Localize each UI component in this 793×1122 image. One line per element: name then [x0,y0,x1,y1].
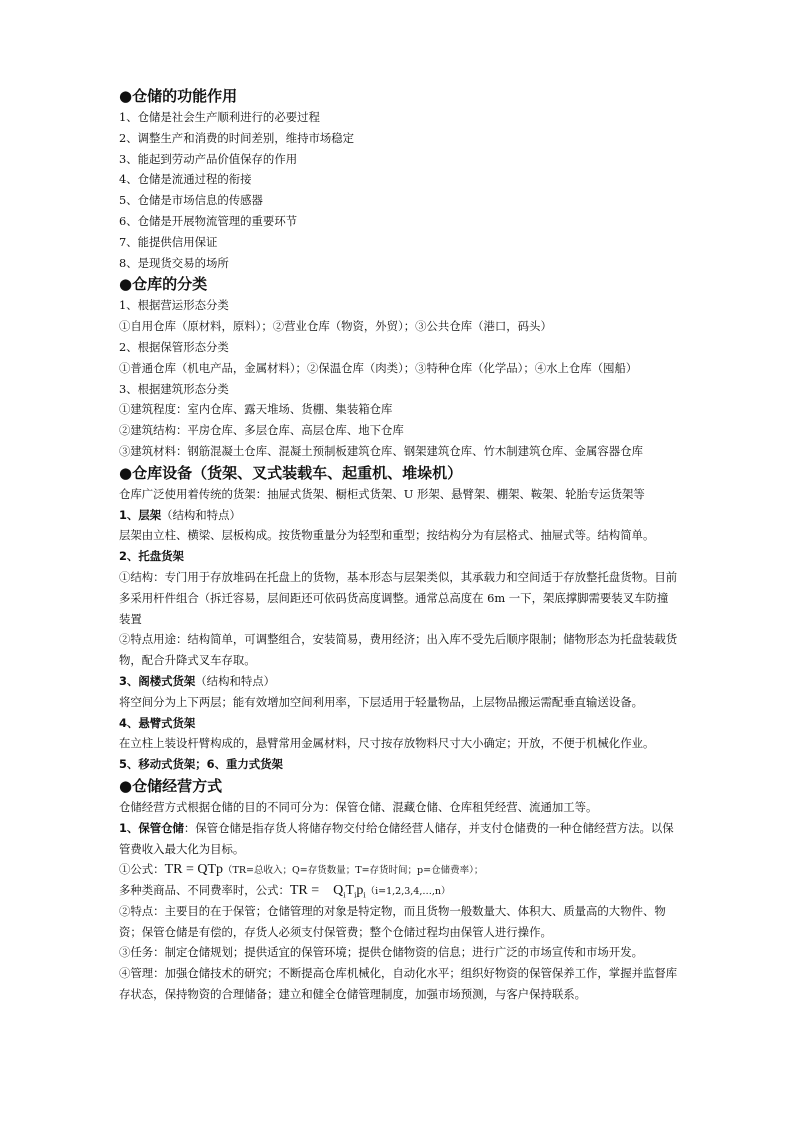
formula-line [119,880,679,901]
text-line: ①普通仓库（机电产品，金属材料）；②保温仓库（肉类）；③特种仓库（化学品）；④水上仓库（囤船） [119,360,638,375]
list-item: 1、仓储是社会生产顺利进行的必要过程 [119,110,320,124]
document-page [119,85,679,1005]
formula-subscript: i [363,891,366,900]
paragraph: 在立柱上装设杆臂构成的，悬臂常用金属材料，尺寸按存放物料尺寸大小确定；开放，不便于机械化作业。 [119,736,655,751]
subheading: 5、移动式货架；6、重力式货架 [119,757,283,772]
formula-lhs: TR = [289,883,320,899]
formula-label: 多种类商品、不同费率时，公式： [119,883,290,898]
formula-t: T [345,883,355,899]
list-item: 5、仓储是市场信息的传感器 [119,193,263,208]
subheading-text: 1、层架 [119,507,162,522]
section-title-storage-operations: ●仓储经营方式 [119,776,223,795]
text-line: 1、根据营运形态分类 [119,298,229,313]
text-line: ③建筑材料：钢筋混凝土仓库、混凝土预制板建筑仓库、钢架建筑仓库、竹木制建筑仓库、金属容器仓库 [119,443,643,458]
paragraph: 层架由立柱、横梁、层板构成。按货物重量分为轻型和重型；按结构分为有层格式、抽屉式等。结构简单。 [119,528,655,543]
formula-subscript: i [343,891,346,900]
text-line: ①自用仓库（原材料，原料）；②营业仓库（物资，外贸）；③公共仓库（港口，码头） [119,319,552,334]
formula-tr-qtp: TR = QTp [164,862,224,878]
subheading-text: 3、阁楼式货架 [119,673,196,688]
subheading [119,505,679,526]
list-item: 7、能提供信用保证 [119,234,218,249]
formula-q: Q [333,883,344,899]
text-line: ①建筑程度：室内仓库、露天堆场、货棚、集装箱仓库 [119,402,393,417]
formula-line [119,859,679,880]
subheading [119,671,679,692]
subheading-note: （结构和特点） [195,673,276,688]
text-line: ②建筑结构：平房仓库、多层仓库、高层仓库、地下仓库 [119,423,404,438]
list-item: 4、仓储是流通过程的衔接 [119,172,252,187]
subheading: 2、托盘货架 [119,549,184,564]
formula-note: （TR=总收入；Q=存货数量；T=存货时间；p=仓储费率）； [223,865,484,877]
subheading-note: （结构和特点） [161,507,241,522]
section-title-warehouse-equipment: ●仓库设备（货架、叉式装载车、起重机、堆垛机） [119,463,463,482]
paragraph [119,818,679,860]
formula-p: p [356,883,364,899]
list-item: 6、仓储是开展物流管理的重要环节 [119,213,298,228]
bold-term: 1、保管仓储 [119,820,184,835]
formula-subscript: i [354,891,357,900]
paragraph-text: ：保管仓储是指存货人将储存物交付给仓储经营人储存，并支付仓储费的一种仓储经营方法。以保管费收入最大化为目标。 [119,820,674,856]
list-item: 8、是现货交易的场所 [119,255,229,270]
formula-range: （i=1,2,3,4,…,n） [365,886,451,898]
subheading: 4、悬臂式货架 [119,715,196,730]
paragraph: 仓储经营方式根据仓储的目的不同可分为：保管仓储、混藏仓储、仓库租凭经营、流通加工等。 [119,799,598,814]
paragraph: ①结构：专门用于存放堆码在托盘上的货物，基本形态与层架类似，其承载力和空间适于存放整托盘货物。目前多采用杆件组合（拆迁容易，层间距还可依码货高度调整。通常总高度在 6m 一下，架底撑脚需要装叉车防撞装置 [119,569,678,626]
section-title-warehouse-classification: ●仓库的分类 [119,275,208,294]
text-line: 2、根据保管形态分类 [119,339,229,354]
paragraph: ②特点：主要目的在于保管；仓储管理的对象是特定物，而且货物一般数量大、体积大、质量高的大物件、物资；保管仓储是有偿的，存货人必须支付保管费；整个仓储过程均由保管人进行操作。 [119,903,666,939]
paragraph: ④管理：加强仓储技术的研究；不断提高仓库机械化，自动化水平；组织好物资的保管保养工作，掌握并监督库存状态，保持物资的合理储备；建立和健全仓储管理制度，加强市场预测，与客户保持联系。 [119,966,678,1002]
paragraph: 仓库广泛使用着传统的货架：抽屉式货架、橱柜式货架、U 形架、悬臂架、棚架、鞍架、轮胎专运货架等 [119,486,645,501]
list-item: 2、调整生产和消费的时间差别，维持市场稳定 [119,130,355,145]
formula-label: ①公式： [119,862,165,877]
paragraph: ③任务：制定仓储规划；提供适宜的保管环境；提供仓储物资的信息；进行广泛的市场宣传和市场开发。 [119,945,643,960]
paragraph: 将空间分为上下两层；能有效增加空间利用率，下层适用于轻量物品，上层物品搬运需配垂直输送设备。 [119,694,643,709]
text-line: 3、根据建筑形态分类 [119,381,229,396]
section-title-storage-functions: ●仓储的功能作用 [119,87,238,105]
paragraph: ②特点用途：结构简单，可调整组合，安装简易，费用经济；出入库不受先后顺序限制；储物形态为托盘装载货物，配合升降式叉车存取。 [119,632,678,668]
list-item: 3、能起到劳动产品价值保存的作用 [119,151,298,166]
